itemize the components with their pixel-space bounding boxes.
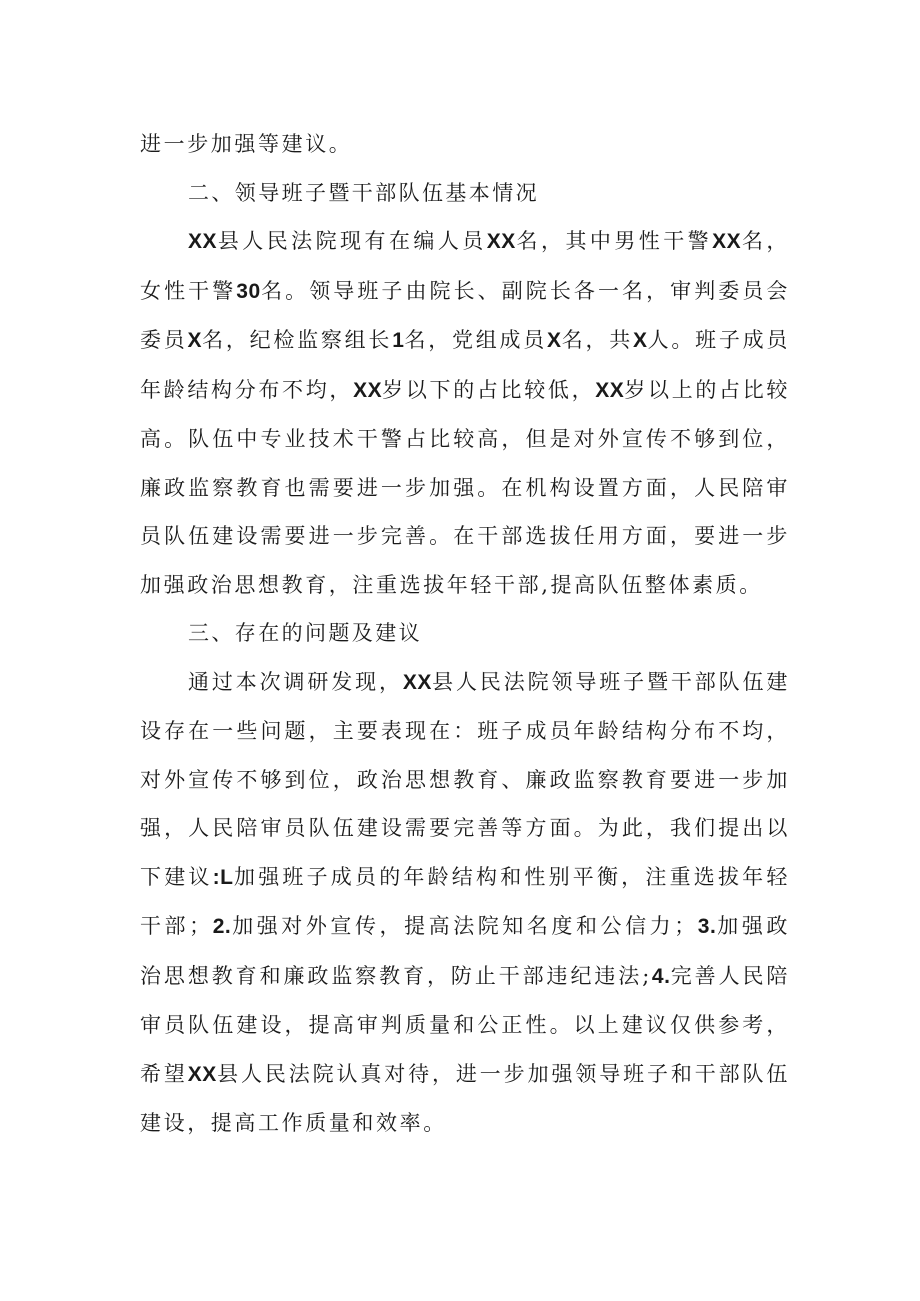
text-run: 加强对外宣传，提高法院知名度和公信力； [231,914,698,938]
bold-text-run: 30 [236,279,261,303]
bold-text-run: XX [353,378,383,402]
text-run: 加强班子成员的年龄结构和性别平衡，注重选拔年轻干部； [140,864,790,938]
bold-text-run: 1 [392,329,405,352]
paragraph-continuation [140,120,790,169]
bold-text-run: L [220,865,234,889]
text-run: 名，共 [561,328,633,352]
bold-text-run: : [212,865,221,889]
text-run: 名，女性干警 [140,229,790,303]
bold-text-run: 3. [697,915,717,938]
text-run: 名，党组成员 [404,328,548,352]
bold-text-run: X [632,329,648,352]
bold-text-run: XX [595,378,625,402]
text-run: 岁以上的占比较高。队伍中专业技术干警占比较高，但是对外宣传不够到位，廉政监察教育也需要进一步加强。在机构设置方面，人民陪审员队伍建设需要进一步完善。在干部选拔任用方面，要进一步加强政治思想教育，注重选拔年轻干部,提高队伍整体素质。 [140,377,790,597]
text-run: 名，纪检监察组长 [202,328,393,352]
section-heading-3: 三、存在的问题及建议 [188,621,422,645]
text-run: 通过本次调研发现， [188,669,403,694]
paragraph-basic-situation [140,217,790,609]
text-run: 进一步加强等建议。 [140,132,353,156]
text-run: 名，其中男性干警 [515,229,713,253]
text-run: 县人民法院现有在编人员 [217,229,487,253]
text-run: 人。班子成员年龄结构分布不均， [140,328,790,402]
section-heading-2: 二、领导班子暨干部队伍基本情况 [188,180,539,205]
bold-text-run: X [547,329,562,352]
bold-text-run: XX [486,230,516,253]
bold-text-run: 2. [212,915,232,938]
bold-text-run: XX [402,670,432,694]
document-body [140,120,790,1148]
paragraph-problems-suggestions [140,658,790,1148]
bold-text-run: X [187,329,203,352]
text-run: 岁以下的占比较低， [382,377,596,402]
text-run: 名。领导班子由院长、副院长各一名，审判委员会委员 [140,278,791,352]
text-run: 加强政治思想教育和廉政监察教育，防止干部违纪违法; [140,914,790,988]
text-run: 县人民法院认真对待，进一步加强领导班子和干部队伍建设，提高工作质量和效率。 [140,1061,791,1135]
bold-text-run: XX [188,230,218,253]
bold-text-run: 4. [651,964,671,988]
text-run: 县人民法院领导班子暨干部队伍建设存在一些问题，主要表现在：班子成员年龄结构分布不均，对外宣传不够到位，政治思想教育、廉政监察教育要进一步加强，人民陪审员队伍建设需要完善等方面。为此，我们提出以下建议 [140,669,791,889]
bold-text-run: XX [712,230,742,253]
text-run: 完善人民陪审员队伍建设，提高审判质量和公正性。以上建议仅供参考，希望 [140,963,790,1086]
bold-text-run: XX [187,1062,217,1086]
